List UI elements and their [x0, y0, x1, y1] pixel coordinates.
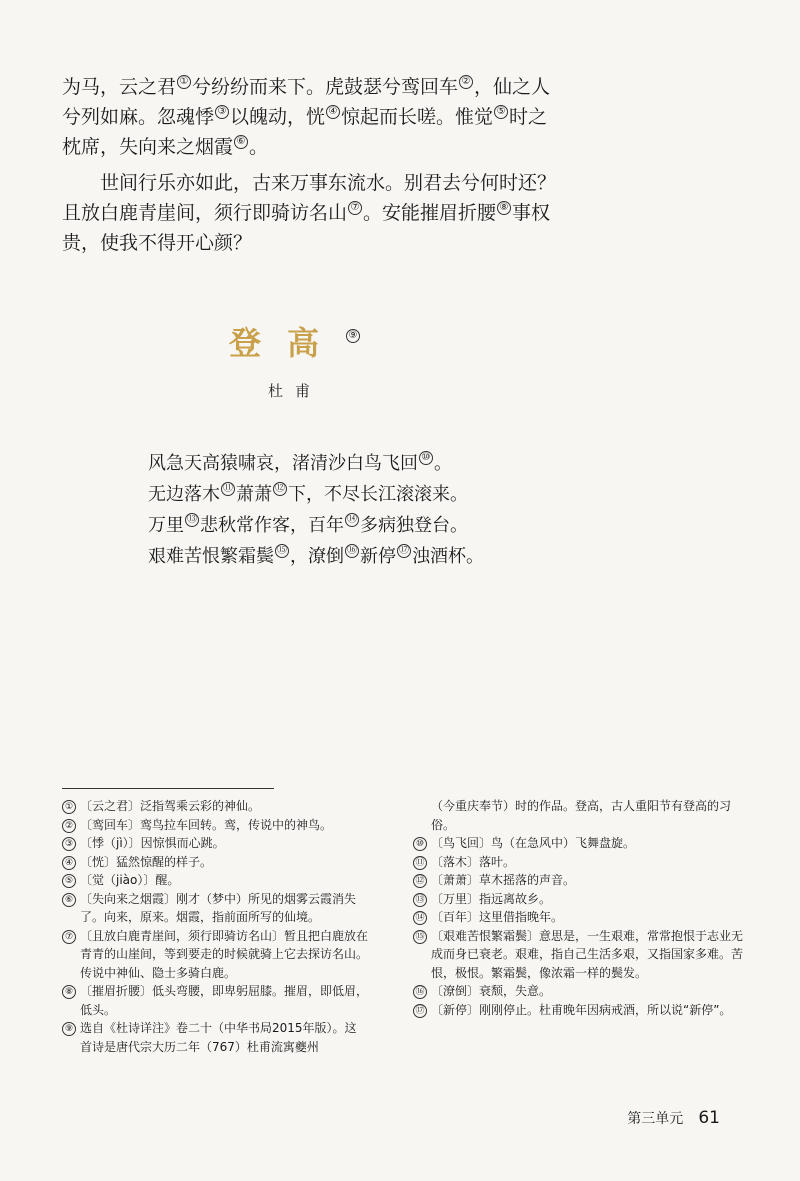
text-run: 兮纷纷而来下。虎鼓瑟兮鸾回车	[192, 76, 459, 98]
footnote	[62, 834, 368, 853]
footnote	[62, 927, 368, 983]
footnote-text: 〔万里〕指远离故乡。	[431, 891, 552, 906]
footnote-text: 〔摧眉折腰〕低头弯腰，即卑躬屈膝。摧眉，即低眉，低头。	[80, 984, 369, 1017]
text-run: 。	[434, 453, 452, 474]
prose-paragraph-1	[62, 72, 562, 162]
unit-label: 第三单元	[627, 1111, 684, 1127]
footnote-text: 〔悸（jì）〕因惊惧而心跳。	[80, 836, 225, 850]
footnote-number: ⑤	[62, 874, 76, 888]
footnote-number: ⑯	[413, 985, 427, 999]
footnote-divider	[62, 788, 274, 789]
footnote-marker: ⑫	[275, 483, 285, 494]
footnote-marker: ⑰	[399, 545, 409, 556]
footnotes-right-column	[413, 797, 743, 1019]
footnote-marker: ③	[215, 105, 229, 119]
footnote-marker: ⑦	[348, 201, 362, 215]
footnote-number: ⑫	[413, 874, 427, 888]
text-run: 为马，云之君	[62, 76, 177, 98]
page-footer	[627, 1108, 720, 1128]
poem-line	[148, 479, 484, 510]
footnote-number: ⑰	[413, 1004, 427, 1018]
footnote	[413, 890, 743, 909]
footnote-text: 〔落木〕落叶。	[431, 854, 516, 869]
footnote	[62, 982, 368, 1019]
footnote-text: 〔失向来之烟霞〕刚才（梦中）所见的烟雾云霞消失了。向来，原来。烟霞，指前面所写的仙境。	[80, 891, 357, 924]
footnote-number: ⑬	[413, 893, 427, 907]
footnote-marker: ①	[177, 75, 191, 89]
footnote-marker: ⑭	[347, 514, 357, 525]
footnote	[413, 927, 743, 983]
poem-line	[148, 541, 484, 572]
prose-block	[62, 72, 562, 258]
text-run: 惊起而长嗟。惟觉	[341, 106, 494, 128]
text-run: 万里	[148, 515, 184, 536]
text-run: 。安能摧眉折腰	[363, 202, 497, 224]
footnote-number: ①	[62, 800, 76, 814]
footnote	[413, 853, 743, 872]
poem-title	[0, 318, 590, 364]
text-run: ，潦倒	[290, 546, 344, 567]
footnote-marker: ⑪	[223, 483, 233, 494]
footnotes-left-column	[62, 797, 368, 1056]
footnote-number: ⑦	[62, 930, 76, 944]
poem-line	[148, 448, 484, 479]
footnote-text: 〔新停〕刚刚停止。杜甫晚年因病戒酒，所以说“新停”。	[431, 1002, 732, 1017]
poem-title-note-marker: ⑨	[346, 329, 360, 343]
footnote-marker: ⑧	[497, 201, 511, 215]
poem-body	[148, 448, 484, 572]
footnote-text: 〔艰难苦恨繁霜鬓〕意思是，一生艰难，常常抱恨于志业无成而身已衰老。艰难，指自己生活多艰，又指国家多难。苦恨，极恨。繁霜鬓，像浓霜一样的鬓发。	[431, 928, 744, 980]
footnote-number: ⑪	[413, 856, 427, 870]
footnote	[413, 908, 743, 927]
footnote	[62, 797, 368, 816]
footnote-text: 〔鸾回车〕鸾鸟拉车回转。鸾，传说中的神鸟。	[80, 817, 333, 832]
footnote-number: ⑥	[62, 893, 76, 907]
footnote	[413, 1001, 743, 1020]
text-run: 世间行乐亦如此，古来万事东流水。别君去兮何时还？且放白鹿青崖间，须行即骑访名山	[62, 172, 557, 224]
footnote	[62, 816, 368, 835]
footnote	[413, 871, 743, 890]
text-run: 事权贵，使我不得开心颜？	[62, 202, 551, 254]
footnote	[62, 890, 368, 927]
footnote	[413, 797, 743, 834]
text-run: 时之枕席，失向来之烟霞	[62, 106, 548, 158]
footnote-number: ⑧	[62, 985, 76, 999]
prose-paragraph-2	[62, 168, 562, 258]
footnote-number: ②	[62, 819, 76, 833]
footnote-number: ⑮	[413, 930, 427, 944]
footnote-marker: ②	[459, 75, 473, 89]
text-run: 。	[249, 136, 269, 158]
footnote-number: ④	[62, 856, 76, 870]
text-run: 风急天高猿啸哀，渚清沙白鸟飞回	[148, 453, 418, 474]
text-run: 无边落木	[148, 484, 220, 505]
footnote-number: ③	[62, 837, 76, 851]
footnote-marker: ⑩	[419, 451, 433, 465]
text-run: ，仙之人兮列如麻。忽魂悸	[62, 76, 551, 128]
text-run: 下，不尽长江滚滚来。	[288, 484, 468, 505]
text-run: 新停	[360, 546, 396, 567]
footnote-number: ⑩	[413, 837, 427, 851]
footnote-marker: ⑤	[494, 105, 508, 119]
footnote-marker: ⑯	[347, 545, 357, 556]
footnote-marker: ⑬	[187, 514, 197, 525]
text-run: 悲秋常作客，百年	[200, 515, 344, 536]
footnote-text: 〔潦倒〕衰颓，失意。	[431, 984, 552, 998]
footnote-text: 〔云之君〕泛指驾乘云彩的神仙。	[80, 799, 261, 813]
footnote	[413, 834, 743, 853]
footnote-text: 〔且放白鹿青崖间，须行即骑访名山〕暂且把白鹿放在青青的山崖间，等到要走的时候就骑上它去探访名山。传说中神仙、隐士多骑白鹿。	[80, 928, 369, 980]
text-run: 浊酒杯。	[412, 546, 484, 567]
page-number: 61	[698, 1108, 720, 1128]
footnote-text: 〔鸟飞回〕鸟（在急风中）飞舞盘旋。	[431, 836, 636, 850]
footnote-marker: ⑮	[277, 545, 287, 556]
footnote-text: 〔百年〕这里借指晚年。	[431, 910, 564, 924]
text-run: 多病独登台。	[360, 515, 468, 536]
footnote-number: ⑨	[62, 1022, 76, 1036]
footnote-text: （今重庆奉节）时的作品。登高，古人重阳节有登高的习俗。	[431, 799, 732, 832]
footnote	[62, 871, 368, 890]
footnote-marker: ④	[326, 105, 340, 119]
text-run: 萧萧	[236, 484, 272, 505]
footnote-number: ⑭	[413, 911, 427, 925]
footnote-text: 选自《杜诗详注》卷二十（中华书局2015年版）。这首诗是唐代宗大历二年（767）杜甫流寓夔州	[80, 1021, 357, 1054]
footnote-marker: ⑥	[234, 135, 248, 149]
footnote-text: 〔觉（jiào）〕醒。	[80, 873, 180, 887]
footnote-text: 〔萧萧〕草木摇落的声音。	[431, 873, 576, 887]
poem-author: 杜甫	[267, 382, 322, 400]
footnote	[62, 853, 368, 872]
poem-title-text: 登高	[228, 324, 345, 362]
footnote-text: 〔恍〕猛然惊醒的样子。	[80, 854, 213, 869]
footnote	[62, 1019, 368, 1056]
text-run: 艰难苦恨繁霜鬓	[148, 546, 274, 567]
footnote	[413, 982, 743, 1001]
poem-line	[148, 510, 484, 541]
text-run: 以魄动，恍	[230, 106, 326, 128]
